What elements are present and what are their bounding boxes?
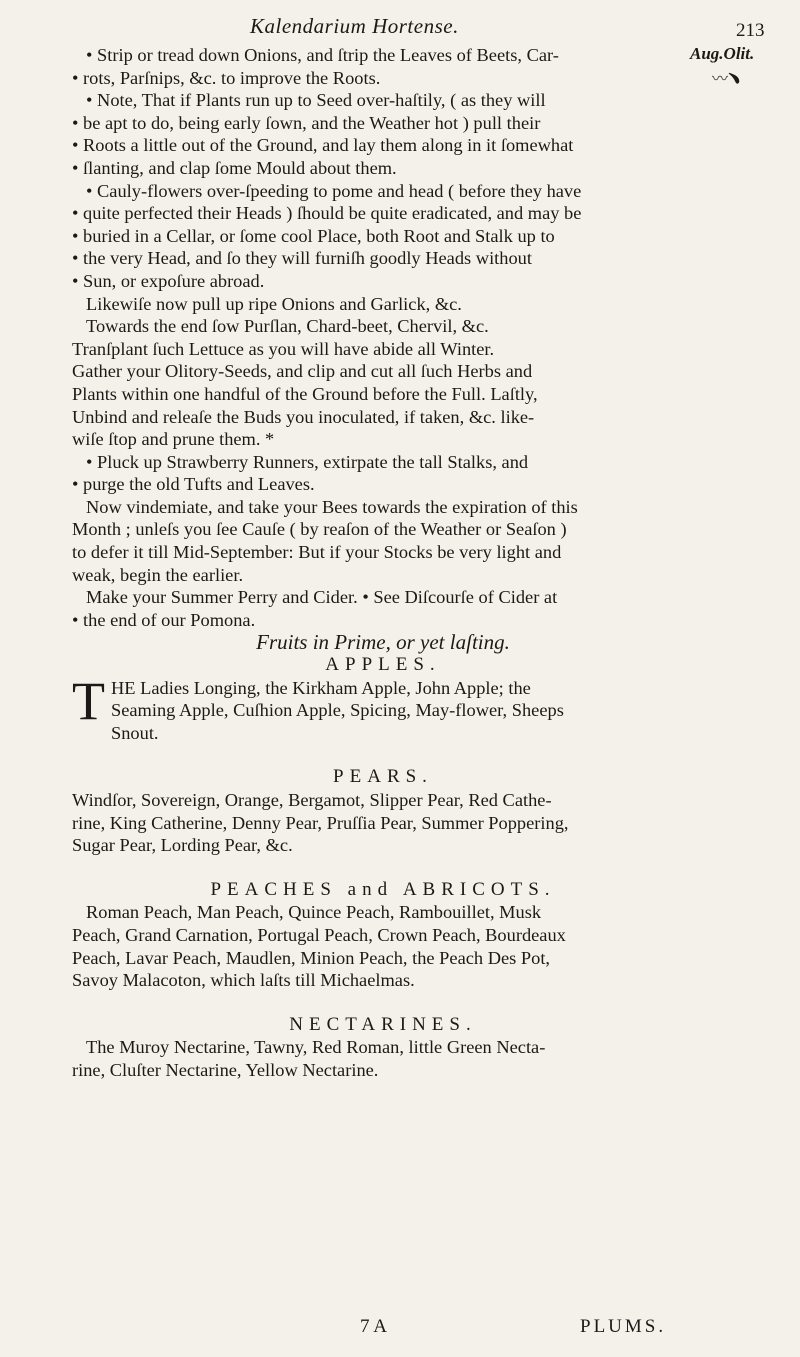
text-line: Plants within one handful of the Ground before the Full. Laſtly, bbox=[72, 383, 538, 404]
text-line: • the very Head, and ſo they will furniſh goodly Heads without bbox=[72, 248, 532, 269]
text-line: • rots, Parſnips, &c. to improve the Roots. bbox=[72, 67, 381, 88]
text-line: Roman Peach, Man Peach, Quince Peach, Rambouillet, Musk bbox=[86, 902, 542, 923]
text-line: Sugar Pear, Lording Pear, &c. bbox=[72, 835, 293, 856]
text-line: • be apt to do, being early ſown, and the Weather hot ) pull their bbox=[72, 112, 541, 133]
text-line: • Roots a little out of the Ground, and lay them along in it ſomewhat bbox=[72, 135, 574, 156]
text-line: • buried in a Cellar, or ſome cool Place, both Root and Stalk up to bbox=[72, 225, 555, 246]
margin-note: Aug.Olit. bbox=[690, 44, 755, 63]
text-line: Now vindemiate, and take your Bees towards the expiration of this bbox=[86, 496, 578, 517]
text-line: Seaming Apple, Cuſhion Apple, Spicing, May-flower, Sheeps bbox=[111, 700, 564, 721]
page-header bbox=[0, 14, 800, 44]
text-line: Savoy Malacoton, which laſts till Michaelmas. bbox=[72, 970, 415, 991]
text-line: rine, King Catherine, Denny Pear, Pruſſia Pear, Summer Poppering, bbox=[72, 812, 569, 833]
text-line: • Pluck up Strawberry Runners, extirpate the tall Stalks, and bbox=[86, 451, 529, 472]
text-line: Peach, Grand Carnation, Portugal Peach, Crown Peach, Bourdeaux bbox=[72, 924, 566, 945]
text-line: • ſlanting, and clap ſome Mould about them. bbox=[72, 157, 397, 178]
drop-cap: T bbox=[72, 670, 105, 731]
text-line: Windſor, Sovereign, Orange, Bergamot, Slipper Pear, Red Cathe- bbox=[72, 790, 552, 810]
text-line: Snout. bbox=[111, 722, 159, 743]
signature-mark: 7 A bbox=[360, 1316, 387, 1337]
apples-paragraph bbox=[72, 670, 694, 745]
text-line: HE Ladies Longing, the Kirkham Apple, John Apple; the bbox=[111, 677, 531, 698]
text-line: • Note, That if Plants run up to Seed over-haſtily, ( as they will bbox=[86, 90, 546, 111]
text-line: Tranſplant ſuch Lettuce as you will have abide all Winter. bbox=[72, 338, 495, 359]
peaches-heading: PEACHES and ABRICOTS. bbox=[210, 878, 556, 900]
text-line: • Strip or tread down Onions, and ſtrip the Leaves of Beets, Car- bbox=[86, 45, 559, 65]
page-footer bbox=[0, 1316, 800, 1340]
running-head: Kalendarium Hortense. bbox=[250, 14, 459, 38]
text-line: wiſe ſtop and prune them. * bbox=[72, 429, 275, 450]
text-line: Towards the end ſow Purſlan, Chard-beet, Chervil, &c. bbox=[86, 316, 489, 337]
text-line: Peach, Lavar Peach, Maudlen, Minion Peach, the Peach Des Pot, bbox=[72, 947, 551, 968]
ornament-icon: 〰﹅ bbox=[712, 71, 741, 88]
text-line: • Cauly-flowers over-ſpeeding to pome and head ( before they have bbox=[86, 180, 582, 201]
catchword: PLUMS. bbox=[580, 1316, 667, 1337]
text-line: weak, begin the earlier. bbox=[72, 564, 244, 585]
text-line: Month ; unleſs you ſee Cauſe ( by reaſon of the Weather or Seaſon ) bbox=[72, 519, 567, 540]
apples-heading: APPLES. bbox=[325, 654, 441, 676]
text-line: • Sun, or expoſure abroad. bbox=[72, 270, 265, 291]
text-line: The Muroy Nectarine, Tawny, Red Roman, little Green Necta- bbox=[86, 1037, 546, 1058]
section-heading: Fruits in Prime, or yet laſting. bbox=[256, 630, 510, 655]
text-line: • quite perfected their Heads ) ſhould be quite eradicated, and may be bbox=[72, 203, 582, 224]
text-line: Make your Summer Perry and Cider. • See Diſcourſe of Cider at bbox=[86, 587, 558, 608]
text-line: Unbind and releaſe the Buds you inoculated, if taken, &c. like- bbox=[72, 406, 535, 427]
text-line: • purge the old Tufts and Leaves. bbox=[72, 474, 315, 495]
text-line: Likewiſe now pull up ripe Onions and Garlick, &c. bbox=[86, 293, 462, 314]
text-line: to defer it till Mid-September: But if your Stocks be very light and bbox=[72, 542, 562, 563]
nectarines-heading: NECTARINES. bbox=[289, 1013, 477, 1035]
page-number: 213 bbox=[736, 20, 765, 41]
body-text bbox=[72, 44, 694, 1082]
text-line: • the end of our Pomona. bbox=[72, 609, 256, 630]
pears-heading: PEARS. bbox=[333, 766, 433, 788]
text-line: rine, Cluſter Nectarine, Yellow Nectarine. bbox=[72, 1059, 379, 1080]
text-line: Gather your Olitory-Seeds, and clip and cut all ſuch Herbs and bbox=[72, 361, 533, 382]
